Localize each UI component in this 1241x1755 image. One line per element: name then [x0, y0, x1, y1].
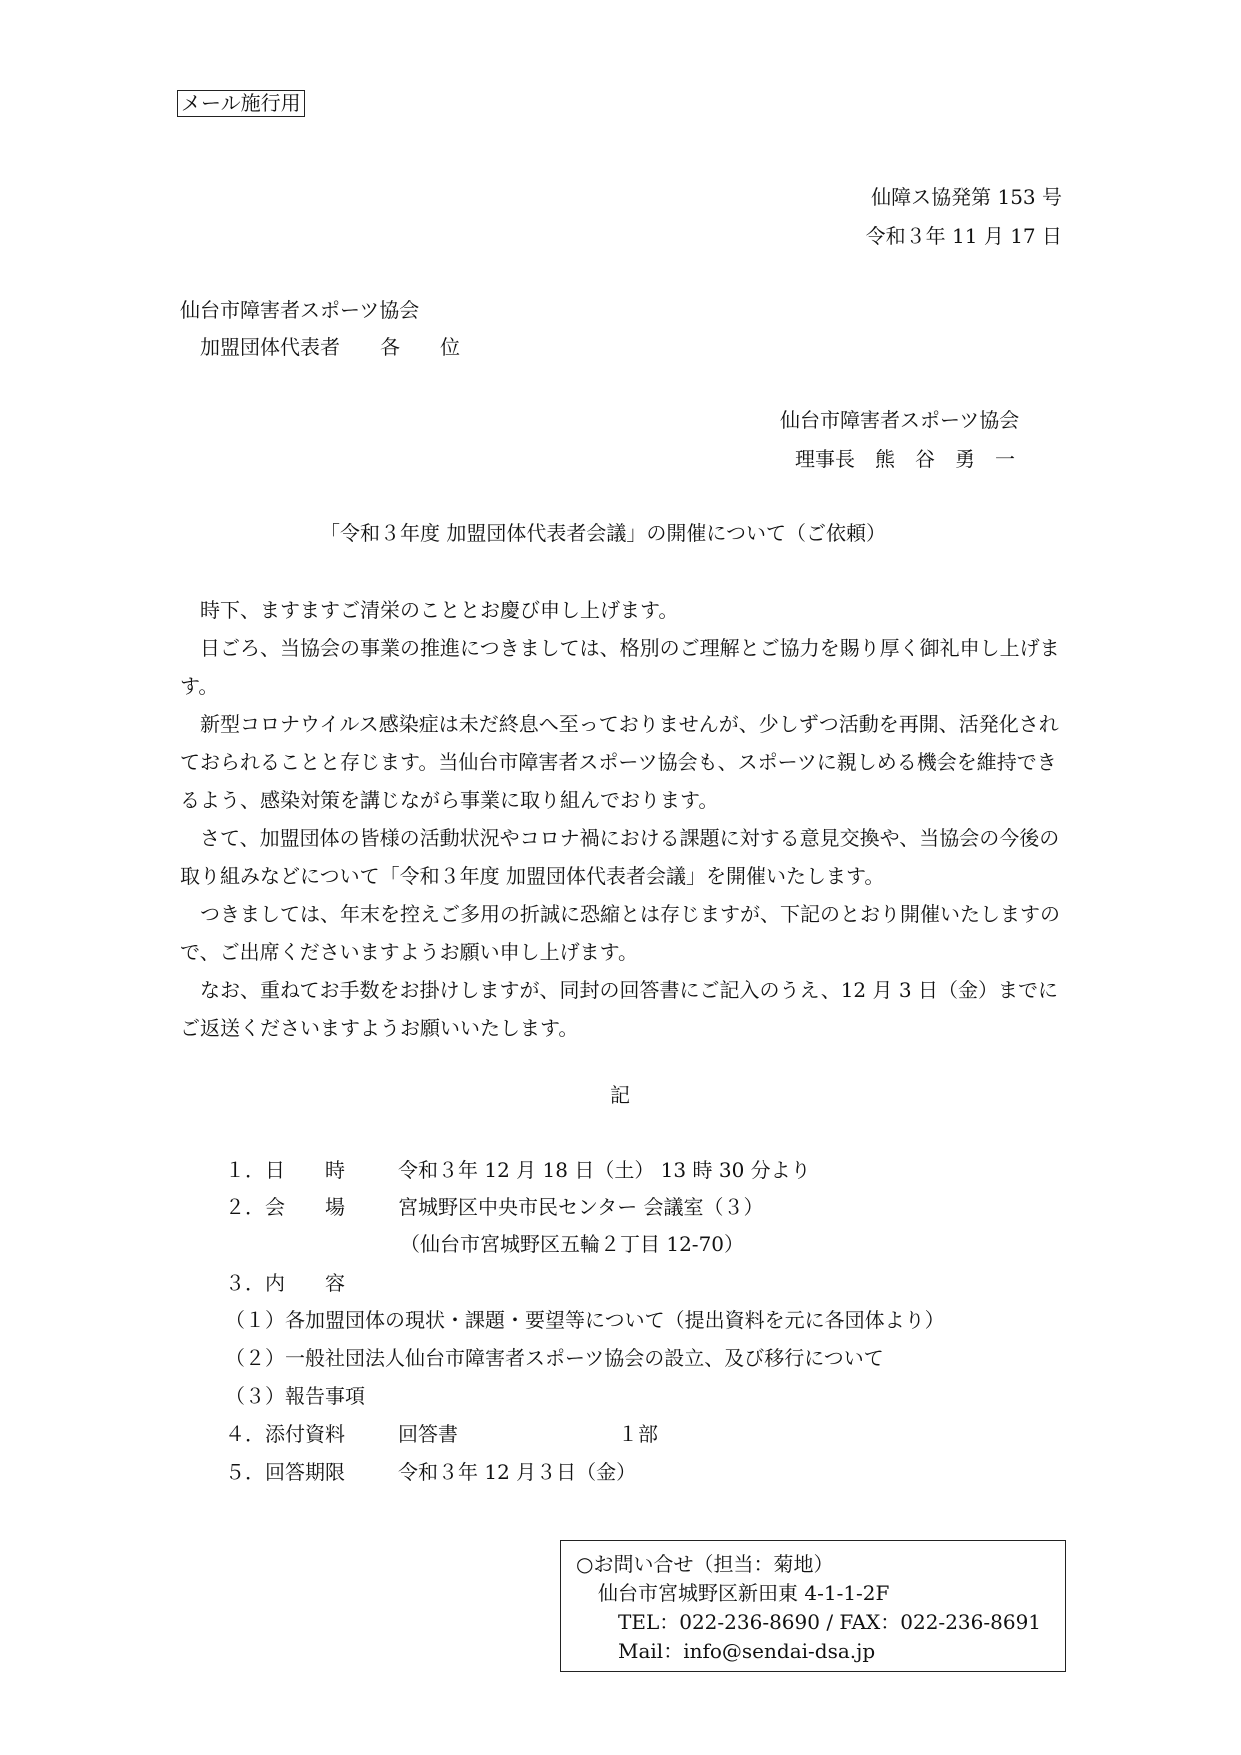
item-attach-value: 回答書	[398, 1422, 458, 1446]
item-venue-value: 宮城野区中央市民センター 会議室（３）	[398, 1195, 764, 1219]
item-venue-address: （仙台市宮城野区五輪２丁目 12-70）	[400, 1232, 745, 1256]
sender-org: 仙台市障害者スポーツ協会	[780, 408, 1020, 432]
body-paragraph-5: つきましては、年末を控えご多用の折誠に恐縮とは存じますが、下記のとおり開催いたしますので、ご出席くださいますようお願い申し上げます。	[180, 902, 1060, 964]
ki-heading: 記	[610, 1083, 630, 1107]
document-title: 「令和３年度 加盟団体代表者会議」の開催について（ご依頼）	[320, 521, 886, 545]
addressee-org: 仙台市障害者スポーツ協会	[180, 298, 420, 322]
item-venue-label: ２．会 場	[225, 1195, 345, 1219]
item-deadline-value: 令和３年 12 月３日（金）	[398, 1460, 637, 1484]
sender-name: 理事長 熊 谷 勇 一	[795, 447, 1015, 471]
contact-heading: ○お問い合せ（担当：菊地）	[576, 1552, 834, 1576]
item-attach-count: １部	[618, 1422, 658, 1446]
item-deadline-label: ５．回答期限	[225, 1460, 345, 1484]
body-paragraph-6: なお、重ねてお手数をお掛けしますが、同封の回答書にご記入のうえ、12 月 3 日（金）までにご返送くださいますようお願いいたします。	[180, 978, 1058, 1040]
body-paragraph-1: 時下、ますますご清栄のこととお慶び申し上げます。	[200, 598, 679, 622]
item-content-label: ３．内 容	[225, 1271, 345, 1295]
item-content-3: （３）報告事項	[225, 1384, 365, 1408]
item-date-label: １．日 時	[225, 1158, 345, 1182]
body-paragraph-3: 新型コロナウイルス感染症は未だ終息へ至っておりませんが、少しずつ活動を再開、活発化されておられることと存じます。当仙台市障害者スポーツ協会も、スポーツに親しめる機会を維持できるよう、感染対策を講じながら事業に取り組んでおります。	[180, 712, 1059, 812]
addressee-recipients: 加盟団体代表者 各 位	[200, 335, 460, 359]
item-date-value: 令和３年 12 月 18 日（土） 13 時 30 分より	[398, 1158, 811, 1182]
document-number: 仙障ス協発第 153 号	[871, 185, 1062, 209]
item-content-2: （２）一般社団法人仙台市障害者スポーツ協会の設立、及び移行について	[225, 1346, 884, 1370]
contact-address: 仙台市宮城野区新田東 4-1-1-2F	[598, 1581, 890, 1605]
mail-stamp: メール施行用	[177, 90, 305, 117]
item-attach-label: ４．添付資料	[225, 1422, 345, 1446]
contact-box	[560, 1540, 1066, 1672]
item-content-1: （１）各加盟団体の現状・課題・要望等について（提出資料を元に各団体より）	[225, 1308, 945, 1332]
document-date: 令和３年 11 月 17 日	[865, 224, 1062, 248]
body-paragraph-2: 日ごろ、当協会の事業の推進につきましては、格別のご理解とご協力を賜り厚く御礼申し上げます。	[180, 636, 1060, 698]
contact-tel-fax: TEL：022-236-8690 / FAX：022-236-8691	[618, 1610, 1042, 1634]
contact-mail: Mail：info@sendai-dsa.jp	[618, 1639, 876, 1663]
body-paragraph-4: さて、加盟団体の皆様の活動状況やコロナ禍における課題に対する意見交換や、当協会の今後の取り組みなどについて「令和３年度 加盟団体代表者会議」を開催いたします。	[180, 826, 1060, 888]
